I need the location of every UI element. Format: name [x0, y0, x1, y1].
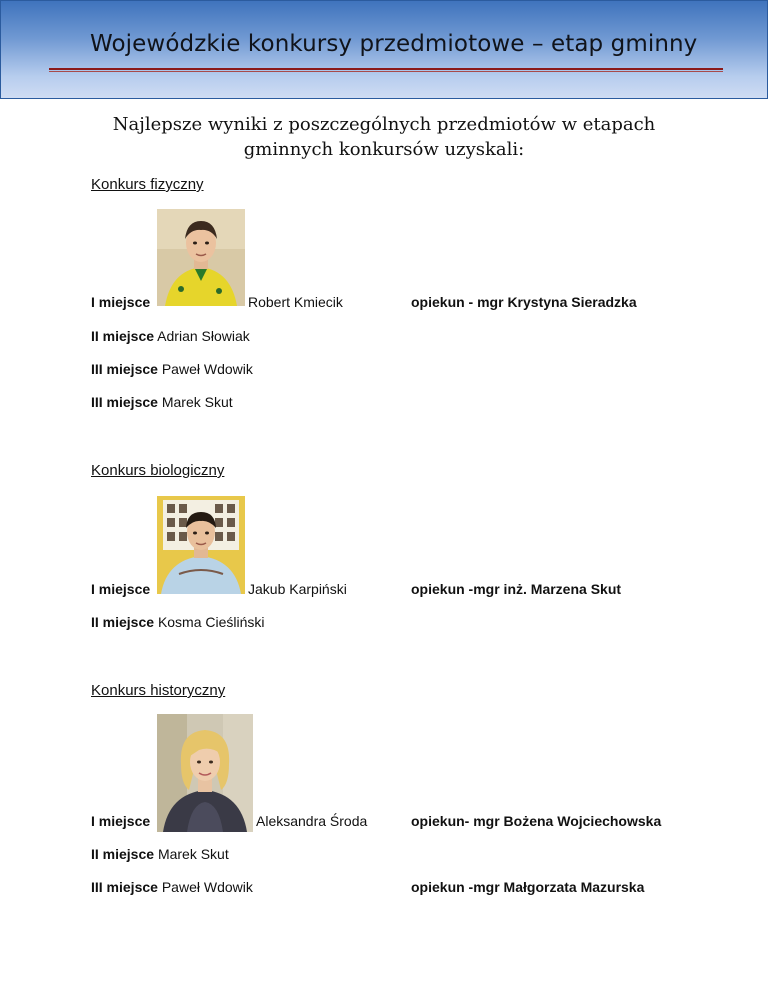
tutor-history-2: opiekun -mgr Małgorzata Mazurska	[411, 879, 645, 895]
winner-name-physics: Robert Kmiecik	[248, 294, 343, 310]
winner-place-history: I miejsce	[91, 813, 151, 829]
winner-name-biology: Jakub Karpiński	[248, 581, 347, 597]
header-divider-thin	[49, 71, 723, 72]
winner-photo-biology	[157, 496, 245, 594]
intro-line-1: Najlepsze wyniki z poszczególnych przedmiotów w etapach	[112, 114, 656, 135]
section-title-physics: Konkurs fizyczny	[91, 176, 204, 193]
winner-photo-physics	[157, 209, 245, 306]
winner-tutor-biology: opiekun -mgr inż. Marzena Skut	[411, 581, 622, 597]
place-row-physics-1: II miejsce Adrian Słowiak	[91, 328, 250, 344]
page-title: Wojewódzkie konkursy przedmiotowe – etap gminny	[90, 31, 698, 57]
header-divider	[49, 68, 723, 70]
winner-tutor-history: opiekun- mgr Bożena Wojciechowska	[411, 813, 662, 829]
winner-photo-history	[157, 714, 253, 832]
winner-name-history: Aleksandra Środa	[256, 813, 368, 829]
winner-place-biology: I miejsce	[91, 581, 151, 597]
intro-line-2: gminnych konkursów uzyskali:	[243, 139, 525, 160]
place-row-history-1: II miejsce Marek Skut	[91, 846, 229, 862]
intro-heading	[0, 112, 768, 162]
place-row-physics-2: III miejsce Paweł Wdowik	[91, 361, 253, 377]
winner-tutor-physics: opiekun - mgr Krystyna Sieradzka	[411, 294, 637, 310]
winner-place-physics: I miejsce	[91, 294, 151, 310]
section-title-biology: Konkurs biologiczny	[91, 462, 225, 479]
place-row-biology-1: II miejsce Kosma Cieśliński	[91, 614, 265, 630]
place-row-history-2: III miejsce Paweł Wdowik	[91, 879, 253, 895]
section-title-history: Konkurs historyczny	[91, 682, 226, 699]
header-banner	[0, 0, 768, 99]
place-row-physics-3: III miejsce Marek Skut	[91, 394, 233, 410]
